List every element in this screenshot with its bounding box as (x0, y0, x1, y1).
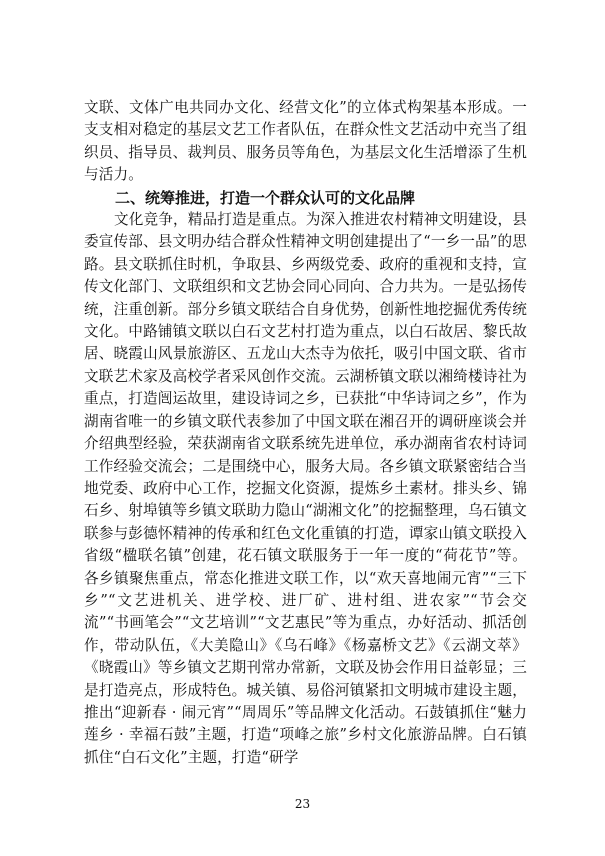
page-number: 23 (294, 797, 311, 811)
paragraph-continuation: 文联、文体广电共同办文化、经营文化”的立体式构架基本形成。一支支相对稳定的基层文艺工作者队伍，在群众性文艺活动中充当了组织员、指导员、裁判员、服务员等角色，为基层文化生活增添了生机与活力。 (84, 99, 527, 184)
paragraph-body: 文化竞争，精品打造是重点。为深入推进农村精神文明建设，县委宣传部、县文明办结合群众性精神文明创建提出了“一乡一品”的思路。县文联抓住时机，争取县、乡两级党委、政府的重视和支持，宣传文化部门、文联组织和文艺协会同心同向、合力共为。一是弘扬传统，注重创新。部分乡镇文联结合自身优势，创新性地挖掘优秀传统文化。中路铺镇文联以白石文艺村打造为重点，以白石故居、黎氏故居、晓霞山风景旅游区、五龙山大杰寺为依托，吸引中国文联、省市文联艺术家及高校学者采风创作交流。云湖桥镇文联以湘绮楼诗社为重点，打造闿运故里，建设诗词之乡，已获批“中华诗词之乡”，作为湖南省唯一的乡镇文联代表参加了中国文联在湘召开的调研座谈会并介绍典型经验，荣获湖南省文联系统先进单位，承办湖南省农村诗词工作经验交流会；二是围绕中心，服务大局。各乡镇文联紧密结合当地党委、政府中心工作，挖掘文化资源，提炼乡土素材。排头乡、锦石乡、射埠镇等乡镇文联助力隐山“湖湘文化”的挖掘整理，乌石镇文联参与彭德怀精神的传承和红色文化重镇的打造，谭家山镇文联投入省级“楹联名镇”创建，花石镇文联服务于一年一度的“荷花节”等。各乡镇聚焦重点，常态化推进文联工作，以“欢天喜地闹元宵”“三下乡”“文艺进机关、进学校、进厂矿、进村组、进农家”“节会交流”“书画笔会”“文艺培训”“文艺惠民”等为重点，办好活动、抓活创作，带动队伍，《大美隐山》《乌石峰》《杨嘉桥文艺》《云湖文萃》《晓霞山》等乡镇文艺期刊常办常新，文联及协会作用日益彰显；三是打造亮点，形成特色。城关镇、易俗河镇紧扣文明城市建设主题，推出“迎新春 · 闹元宵”“周周乐”等品牌文化活动。石鼓镇抓住“魅力莲乡 · 幸福石鼓”主题，打造“项峰之旅”乡村文化旅游品牌。白石镇抓住“白石文化”主题，打造“研学 (84, 211, 527, 766)
section-heading: 二、统筹推进，打造一个群众认可的文化品牌 (115, 188, 416, 207)
document-body (84, 97, 527, 769)
